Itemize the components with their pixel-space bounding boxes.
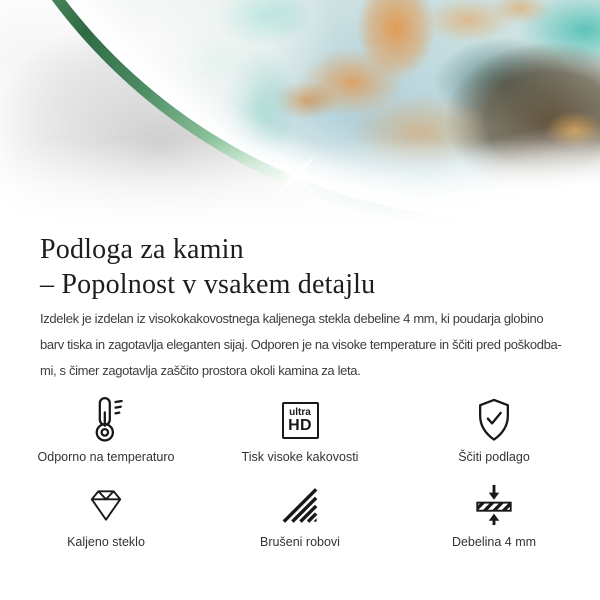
sparkle-highlight-icon [266,145,326,205]
description-line: Izdelek je izdelan iz visokokakovostnega kaljenega stekla debeline 4 mm, ki poudarja globino [40,311,544,326]
diamond-icon [85,487,127,523]
feature-label: Brušeni robovi [260,535,340,549]
feature-label: Odporno na temperaturo [37,450,175,464]
description-line: barv tiska in zagotavlja eleganten sijaj. Odporen je na visoke temperature in ščiti pred poškodba- [40,337,562,352]
ultra-hd-icon-text-top: ultra [289,406,311,418]
feature-protects-surface [397,394,591,465]
polished-edges-icon [281,486,319,524]
page-title-line1: Podloga za kamin [40,234,244,265]
product-description [40,306,560,384]
ultra-hd-icon-text-bottom: HD [288,416,312,434]
thickness-arrows-icon [471,484,517,526]
feature-label: Ščiti podlago [458,450,530,464]
feature-temperature-resistant [9,394,203,465]
description-line: mi, s čimer zagotavlja zaščito prostora okoli kamina za leta. [40,363,361,378]
features-grid [9,394,591,550]
feature-print-quality [203,394,397,465]
feature-polished-edges [203,479,397,550]
page-title-line2: – Popolnost v vsakem detajlu [40,269,376,300]
page-title [40,232,560,302]
product-image [0,0,600,232]
feature-label: Debelina 4 mm [451,535,537,549]
feature-tempered-glass [9,479,203,550]
shield-check-icon [473,397,515,443]
ultra-hd-icon [282,402,319,439]
feature-thickness [397,479,591,550]
product-info-section [40,232,560,384]
feature-label: Tisk visoke kakovosti [241,450,359,464]
thermometer-icon [87,395,125,445]
feature-label: Kaljeno steklo [67,535,145,549]
